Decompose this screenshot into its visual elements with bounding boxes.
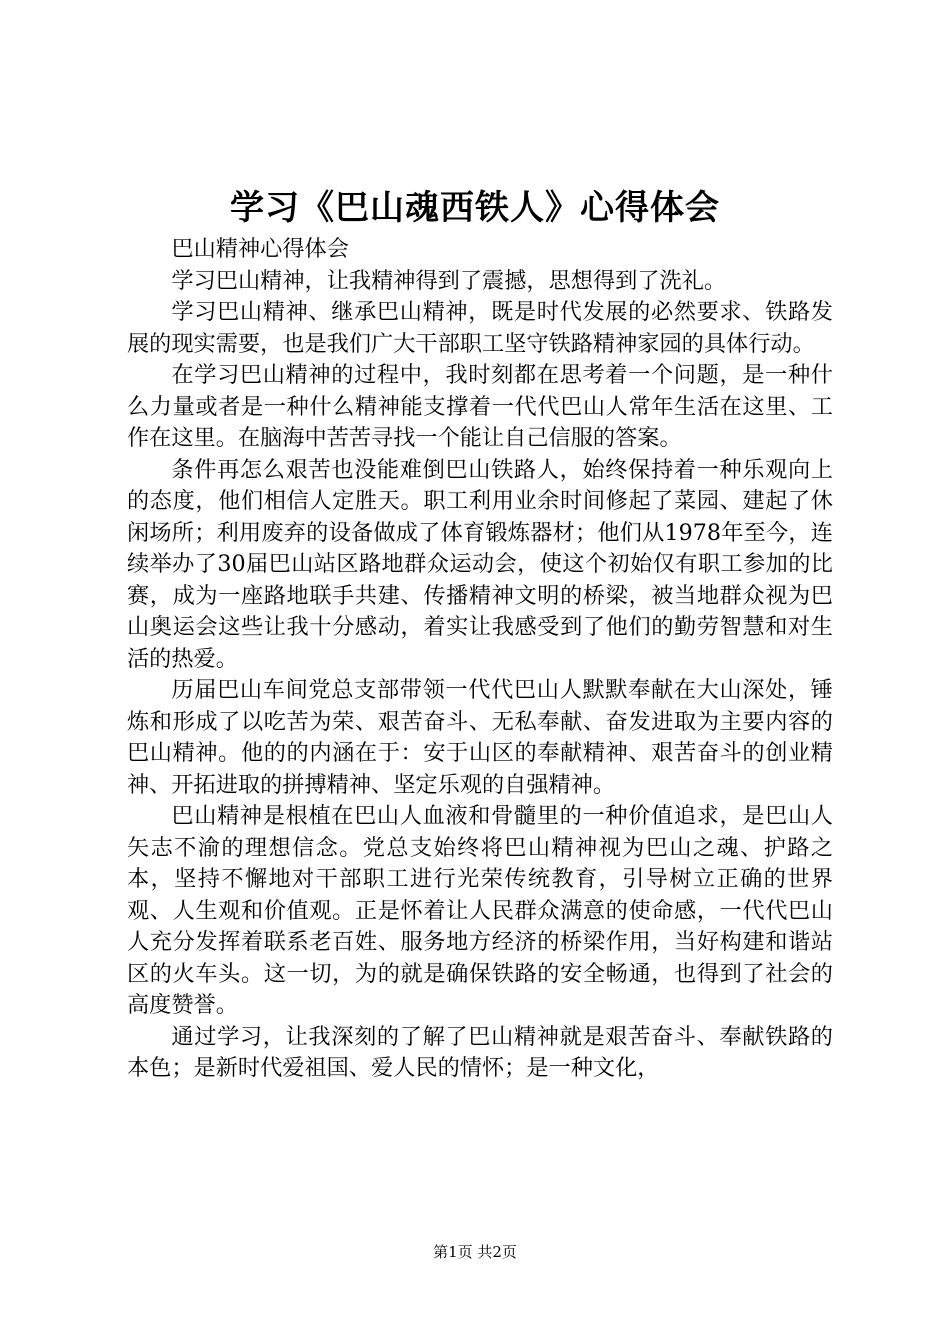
paragraph: 巴山精神心得体会	[171, 236, 349, 262]
paragraph: 巴山精神是根植在巴山人血液和骨髓里的一种价值追求，是巴山人矢志不渝的理想信念。党总支始终将巴山精神视为巴山之魂、护路之本，坚持不懈地对干部职工进行光荣传统教育，引导树立正确的世界观、人生观和价值观。正是怀着让人民群众满意的使命感，一代代巴山人充分发挥着联系老百姓、服务地方经济的桥梁作用，当好构建和谐站区的火车头。这一切，为的就是确保铁路的安全畅通，也得到了社会的高度赞誉。	[127, 803, 833, 1018]
paragraph: 学习巴山精神、继承巴山精神，既是时代发展的必然要求、铁路发展的现实需要，也是我们广大干部职工坚守铁路精神家园的具体行动。	[127, 299, 833, 357]
paragraph: 学习巴山精神，让我精神得到了震撼，思想得到了洗礼。	[171, 267, 727, 294]
paragraph: 在学习巴山精神的过程中，我时刻都在思考着一个问题，是一种什么力量或者是一种什么精神能支撑着一代代巴山人常年生活在这里、工作在这里。在脑海中苦苦寻找一个能让自己信服的答案。	[127, 362, 833, 451]
document-body	[127, 234, 833, 1085]
paragraph: 通过学习，让我深刻的了解了巴山精神就是艰苦奋斗、奉献铁路的本色；是新时代爱祖国、爱人民的情怀；是一种文化，	[127, 1023, 833, 1081]
paragraph: 历届巴山车间党总支部带领一代代巴山人默默奉献在大山深处，锤炼和形成了以吃苦为荣、艰苦奋斗、无私奉献、奋发进取为主要内容的巴山精神。他的的内涵在于：安于山区的奉献精神、艰苦奋斗的创业精神、开拓进取的拼搏精神、坚定乐观的自强精神。	[127, 677, 833, 798]
paragraph: 条件再怎么艰苦也没能难倒巴山铁路人，始终保持着一种乐观向上的态度，他们相信人定胜天。职工利用业余时间修起了菜园、建起了休闲场所；利用废弃的设备做成了体育锻炼器材；他们从1978年至今，连续举办了30届巴山站区路地群众运动会，使这个初始仅有职工参加的比赛，成为一座路地联手共建、传播精神文明的桥梁，被当地群众视为巴山奥运会这些让我十分感动，着实让我感受到了他们的勤劳智慧和对生活的热爱。	[127, 456, 833, 672]
page-footer: 第1页 共2页	[433, 1243, 517, 1261]
document-title: 学习《巴山魂西铁人》心得体会	[230, 188, 720, 228]
